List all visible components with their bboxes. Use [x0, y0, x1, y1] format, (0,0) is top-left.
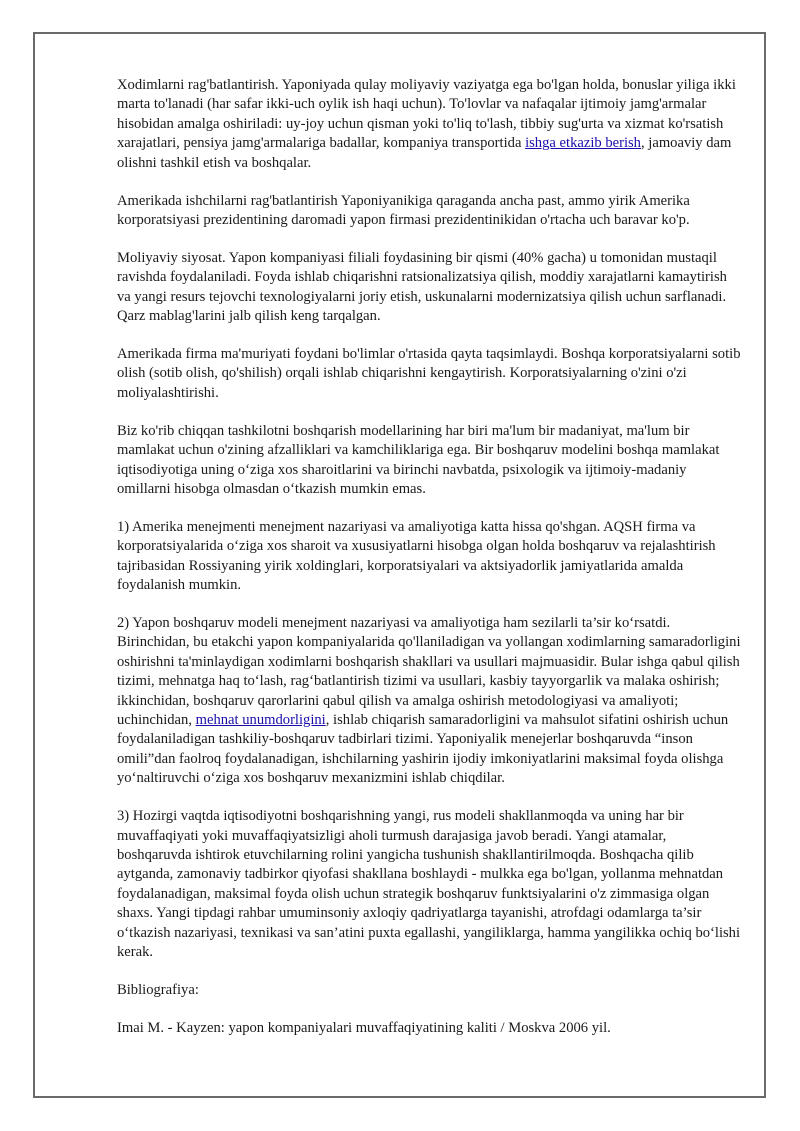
- link-ishga-etkazib-berish[interactable]: ishga etkazib berish: [525, 135, 641, 152]
- paragraph-american-motivation: Amerikada ishchilarni rag'batlantirish Yaponiyanikiga qaraganda ancha past, ammo yirik Amerika korporatsiyasi prezidentining daromadi yapon firmasi prezidentinikidan o'rtacha uch baravar ko'p.: [117, 192, 690, 228]
- paragraph-financial-policy: Moliyaviy siyosat. Yapon kompaniyasi filiali foydasining bir qismi (40% gacha) u tomonidan mustaqil ravishda foydalaniladi. Foyda ishlab chiqarishni ratsionalizatsiya qilish, moddiy xarajatlarni kamaytirish va yangi resurs tejovchi texnologiyalarni joriy etish, uskunalarni modernizatsiya qilish uchun sarflanadi. Qarz mablag'larini jalb qilish keng tarqalgan.: [117, 249, 727, 325]
- bibliography-heading: Bibliografiya:: [117, 981, 199, 998]
- paragraph-text: Xodimlarni rag'batlantirish. Yaponiyada qulay moliyaviy vaziyatga ega bo'lgan holda, bonuslar yiliga ikki marta to'lanadi (har safar ikki-uch oylik ish haqi uchun). To'lovlar va nafaqalar ijtimoiy jamg'armalar hisobidan amalga oshiriladi: uy-joy uchun qisman yoki to'liq to'lash, tibbiy sug'urta va xizmat ko'rsatish xarajatlari, pensiya jamg'armalariga badallar, kompaniya transportida: [117, 77, 736, 152]
- paragraph-american-finance: Amerikada firma ma'muriyati foydani bo'limlar o'rtasida qayta taqsimlaydi. Boshqa korporatsiyalarni sotib olish (sotib olish, qo'shilish) orqali ishlab chiqarishni kengaytirish. Korporatsiyalarning o'zini o'zi moliyalashtirishi.: [117, 345, 741, 401]
- paragraph-japanese-model: [117, 614, 742, 789]
- bibliography-item: Imai M. - Kayzen: yapon kompaniyalari muvaffaqiyatining kaliti / Moskva 2006 yil.: [117, 1019, 611, 1036]
- paragraph-text: 2) Yapon boshqaruv modeli menejment nazariyasi va amaliyotiga ham sezilarli ta’sir ko‘rsatdi. Birinchidan, bu etakchi yapon kompaniyalarida qo'llaniladigan va yollangan xodimlarning samaradorligini oshirishni ta'minlaydigan xodimlarni boshqarish shakllari va usullari majmuasidir. Bular ishga qabul qilish tizimi, mehnatga haq to‘lash, rag‘batlantirish tizimi va usullari, kasbiy tayyorgarlik va malaka oshirish; ikkinchidan, boshqaruv qarorlarini qabul qilish va amalga oshirish metodologiyasi va amaliyoti; uchinchidan,: [117, 614, 741, 728]
- paragraph-employee-motivation: [117, 76, 742, 173]
- paragraph-management-models: Biz ko'rib chiqqan tashkilotni boshqarish modellarining har biri ma'lum bir madaniyat, ma'lum bir mamlakat uchun o'zining afzalliklari va kamchiliklariga ega. Bir boshqaruv modelini boshqa mamlakat iqtisodiyotiga uning o‘ziga xos sharoitlarini va birinchi navbatda, psixologik va ijtimoiy-madaniy omillarni hisobga olmasdan o‘tkazish mumkin emas.: [117, 422, 720, 497]
- link-mehnat-unumdorligini[interactable]: mehnat unumdorligini: [195, 711, 326, 728]
- paragraph-text: , jamoaviy dam olishni tashkil etish va boshqalar.: [117, 135, 732, 171]
- paragraph-american-management: 1) Amerika menejmenti menejment nazariyasi va amaliyotiga katta hissa qo'shgan. AQSH firma va korporatsiyalarida o‘ziga xos sharoit va xususiyatlarni hisobga olgan holda boshqaruv va rejalashtirish tajribasidan Rossiyaning yirik xoldinglari, korporatsiyalari va aktsiyadorlik jamiyatlarida amalda foydalanish mumkin.: [117, 518, 716, 594]
- paragraph-russian-model: 3) Hozirgi vaqtda iqtisodiyotni boshqarishning yangi, rus modeli shakllanmoqda va uning har bir muvaffaqiyati yoki muvaffaqiyatsizligi aholi turmush darajasiga javob beradi. Yangi atamalar, boshqaruvda ishtirok etuvchilarning rolini yangicha tushunish shakllantirilmoqda. Boshqacha qilib aytganda, zamonaviy tadbirkor qiyofasi shakllana boshlaydi - mulkka ega bo'lgan, yollanma mehnatdan foydalanadigan, maksimal foyda olish uchun strategik boshqaruv funktsiyalarini o'z zimmasiga olgan shaxs. Yangi tipdagi rahbar umuminsoniy axloqiy qadriyatlarga tayanishi, atrofdagi odamlarga ta’sir o‘tkazish nazariyasi, texnikasi va san’atini puxta egallashi, yangiliklarga, hamma yangilikka ochiq bo‘lishi kerak.: [117, 808, 741, 960]
- document-body: [117, 76, 742, 1057]
- paragraph-text: , ishlab chiqarish samaradorligini va mahsulot sifatini oshirish uchun foydalaniladigan tashkiliy-boshqaruv tadbirlari tizimi. Yaponiyalik menejerlar boshqaruvda “inson omili”dan faolroq foydalanadigan, ishchilarning yashirin ijodiy imkoniyatlarini maksimal foyda olishga yo‘naltiruvchi o‘ziga xos boshqaruv mexanizmini ishlab chiqdilar.: [117, 711, 729, 787]
